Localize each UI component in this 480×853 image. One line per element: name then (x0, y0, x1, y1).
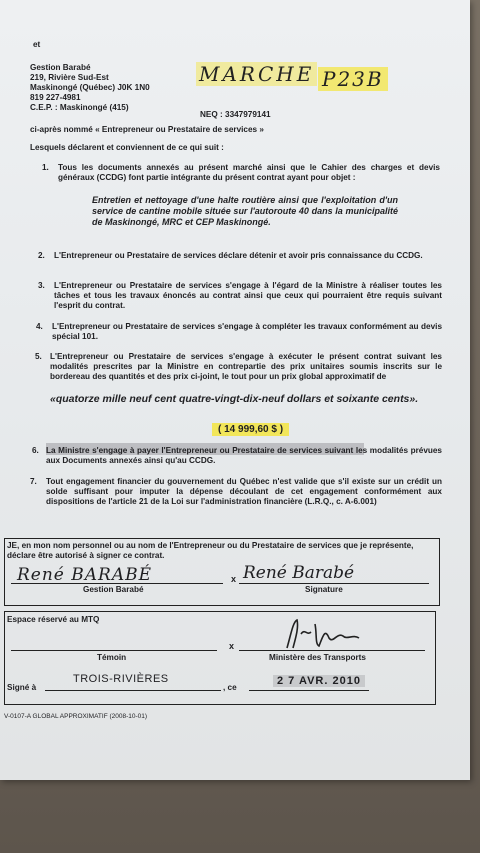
signature-line (239, 583, 429, 584)
signing-city: TROIS-RIVIÈRES (73, 673, 169, 685)
called-as: ci-après nommé « Entrepreneur ou Prestataire de services » (30, 125, 264, 134)
name-line (11, 583, 223, 584)
address-line-1: 219, Rivière Sud-Est (30, 73, 109, 82)
witness-label: Témoin (97, 653, 127, 662)
ce-label: , ce (223, 683, 237, 692)
clause-6-text: La Ministre s'engage à payer l'Entrepreneur ou Prestataire de services suivant les modalités prévues aux Documents annexés ainsi qu'au CCDG. (46, 446, 442, 466)
x-marker: x (229, 641, 235, 651)
clause-number: 7. (30, 477, 37, 486)
authorization-statement: JE, en mon nom personnel ou au nom de l'Entrepreneur ou du Prestataire de services que je représente, déclare être autorisé à signer ce contrat. (7, 541, 414, 560)
neq: NEQ : 3347979141 (200, 110, 271, 119)
ministry-label: Ministère des Transports (269, 653, 366, 662)
date-stamp: 2 7 AVR. 2010 (273, 675, 365, 687)
phone: 819 227-4981 (30, 93, 81, 102)
address-line-2: Maskinongé (Québec) J0K 1N0 (30, 83, 150, 92)
company-label: Gestion Barabé (83, 585, 144, 594)
mtq-box (4, 611, 436, 705)
date-line (249, 690, 369, 691)
amount-figures: ( 14 999,60 $ ) (212, 423, 289, 436)
cep: C.E.P. : Maskinongé (415) (30, 103, 129, 112)
clause-number: 2. (38, 251, 45, 260)
clause-number: 6. (32, 446, 39, 455)
clause-4-text: L'Entrepreneur ou Prestataire de services s'engage à compléter les travaux conformément au devis spécial 101. (52, 322, 442, 342)
declare-line: Lesquels déclarent et conviennent de ce qui suit : (30, 143, 224, 152)
clause-3-text: L'Entrepreneur ou Prestataire de services s'engage à l'égard de la Ministre à réaliser toutes les tâches et tous les travaux énoncés au contrat ainsi que ceux qui pourraient être requis suivant l'esprit du contrat. (54, 281, 442, 311)
clause-2-text: L'Entrepreneur ou Prestataire de services déclare détenir et avoir pris connaissance du CCDG. (54, 251, 423, 260)
x-marker: x (231, 574, 237, 584)
signature-box (4, 538, 440, 606)
ministry-signature-scribble (267, 614, 387, 654)
clause-5-text: L'Entrepreneur ou Prestataire de services s'engage à exécuter le présent contrat suivant les modalités prescrites par la Ministre en contrepartie des prix unitaires soumis inscrits sur le bordereau des quantités et des prix ci-joint, le tout pour un prix global approximatif de (50, 352, 442, 382)
handwritten-marche: MARCHE (196, 62, 317, 86)
clause-1-text: Tous les documents annexés au présent marché ainsi que le Cahier des charges et devis généraux (CCDG) font partie intégrante du présent contrat ayant pour objet : (58, 163, 440, 183)
et-label: et (33, 40, 41, 49)
ministry-line (239, 650, 425, 651)
amount-in-words: «quatorze mille neuf cent quatre-vingt-dix-neuf dollars et soixante cents». (50, 393, 419, 405)
contract-object: Entretien et nettoyage d'une halte routière ainsi que l'exploitation d'un service de cantine mobile située sur l'autoroute 40 dans la municipalité de Maskinongé, MRC et CEP Maskinongé. (92, 195, 398, 227)
handwritten-name: René BARABÉ (17, 565, 153, 585)
signature-label: Signature (305, 585, 343, 594)
form-code: V-0107-A GLOBAL APPROXIMATIF (2008-10-01) (4, 713, 148, 720)
clause-number: 3. (38, 281, 45, 290)
witness-line (11, 650, 217, 651)
handwritten-signature: René Barabé (243, 563, 355, 583)
clause-7-text: Tout engagement financier du gouvernement du Québec n'est valide que s'il existe sur un crédit un solde suffisant pour imputer la dépense découlant de cet engagement conformément aux dispositions de l'article 21 de la Loi sur l'administration financière (L.R.Q., c. A-6.001) (46, 477, 442, 507)
signed-at-label: Signé à (7, 683, 37, 692)
company-name: Gestion Barabé (30, 63, 91, 72)
clause-number: 4. (36, 322, 43, 331)
city-line (45, 690, 221, 691)
clause-number: 1. (42, 163, 49, 172)
handwritten-contract-code: P23B (318, 67, 388, 91)
mtq-title: Espace réservé au MTQ (7, 615, 100, 624)
clause-number: 5. (35, 352, 42, 361)
